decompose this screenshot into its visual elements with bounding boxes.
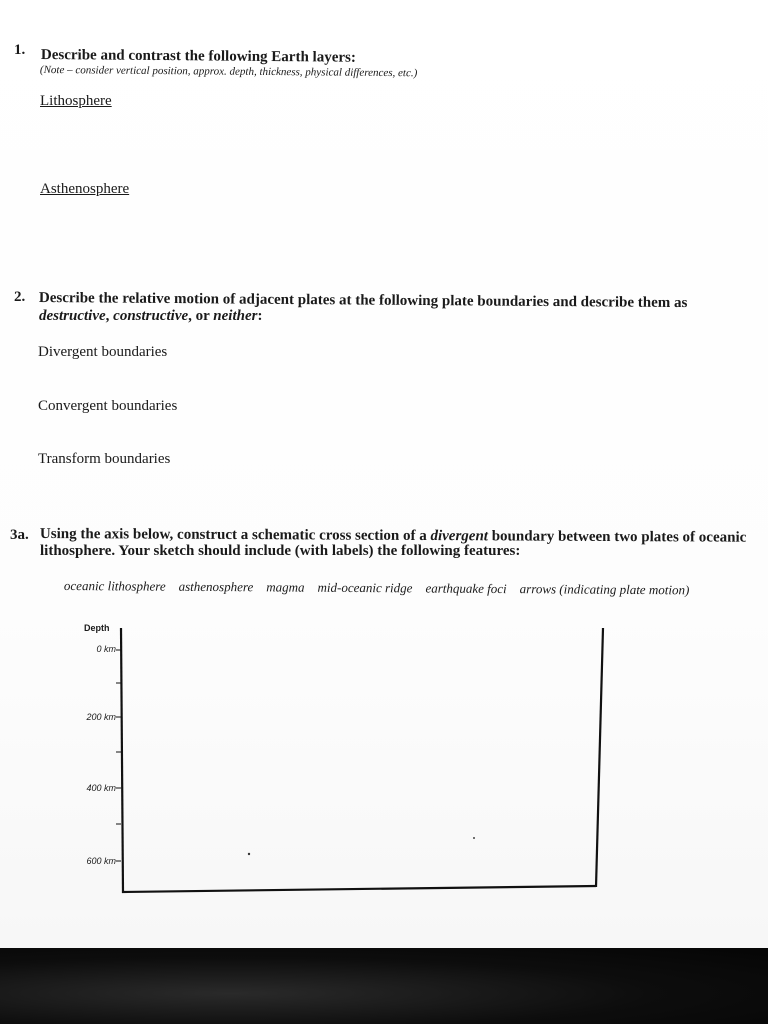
q2-item-transform: Transform boundaries — [38, 451, 171, 467]
stray-mark — [473, 837, 475, 839]
axis-tick-400km: 400 km — [86, 783, 116, 793]
feature-asthenosphere: asthenosphere — [178, 578, 254, 595]
axis-right-line — [596, 628, 603, 887]
q3a-prompt-line2: lithosphere. Your sketch should include (with labels) the following features: — [40, 543, 521, 559]
q1-number: 1. — [14, 42, 26, 58]
axis-tick-200km: 200 km — [86, 712, 116, 722]
q2-colon: : — [257, 308, 263, 324]
q3a-prompt-part1: Using the axis below, construct a schematic cross section of a — [39, 526, 431, 545]
q1-item-asthenosphere: Asthenosphere — [40, 181, 130, 197]
feature-mid-oceanic-ridge: mid-oceanic ridge — [317, 579, 413, 596]
q1-prompt: Describe and contrast the following Earth layers: — [40, 47, 356, 66]
q2-number: 2. — [14, 289, 26, 305]
table-background — [0, 948, 768, 1024]
axis-tick-0km: 0 km — [96, 644, 116, 654]
feature-magma: magma — [266, 579, 305, 595]
feature-arrows: arrows (indicating plate motion) — [519, 581, 690, 598]
feature-earthquake-foci: earthquake foci — [425, 580, 507, 597]
axis-left-line — [121, 628, 123, 893]
q2-term-neither: neither — [213, 308, 258, 324]
q2-prompt-line1: Describe the relative motion of adjacent plates at the following plate boundaries and describe them as — [38, 290, 688, 312]
q3a-prompt-part3: boundary between two plates of oceanic — [487, 528, 747, 546]
q3a-number: 3a. — [10, 527, 29, 543]
q2-item-convergent: Convergent boundaries — [38, 398, 178, 414]
axis-title: Depth — [84, 623, 110, 633]
q1-note: (Note – consider vertical position, approx. depth, thickness, physical differences, etc.) — [39, 64, 418, 80]
q1-item-lithosphere: Lithosphere — [40, 93, 112, 109]
q3a-term-divergent: divergent — [430, 528, 489, 545]
feature-oceanic-lithosphere: oceanic lithosphere — [63, 578, 166, 594]
axis-tick-600km: 600 km — [86, 856, 116, 866]
q2-sep-1: , — [105, 308, 114, 324]
axis-bottom-line — [122, 886, 596, 892]
q2-term-constructive: constructive — [113, 308, 189, 324]
stray-mark — [248, 853, 250, 855]
q2-sep-2: , or — [188, 308, 214, 324]
q2-item-divergent: Divergent boundaries — [38, 344, 168, 360]
q2-term-destructive: destructive — [39, 308, 106, 324]
